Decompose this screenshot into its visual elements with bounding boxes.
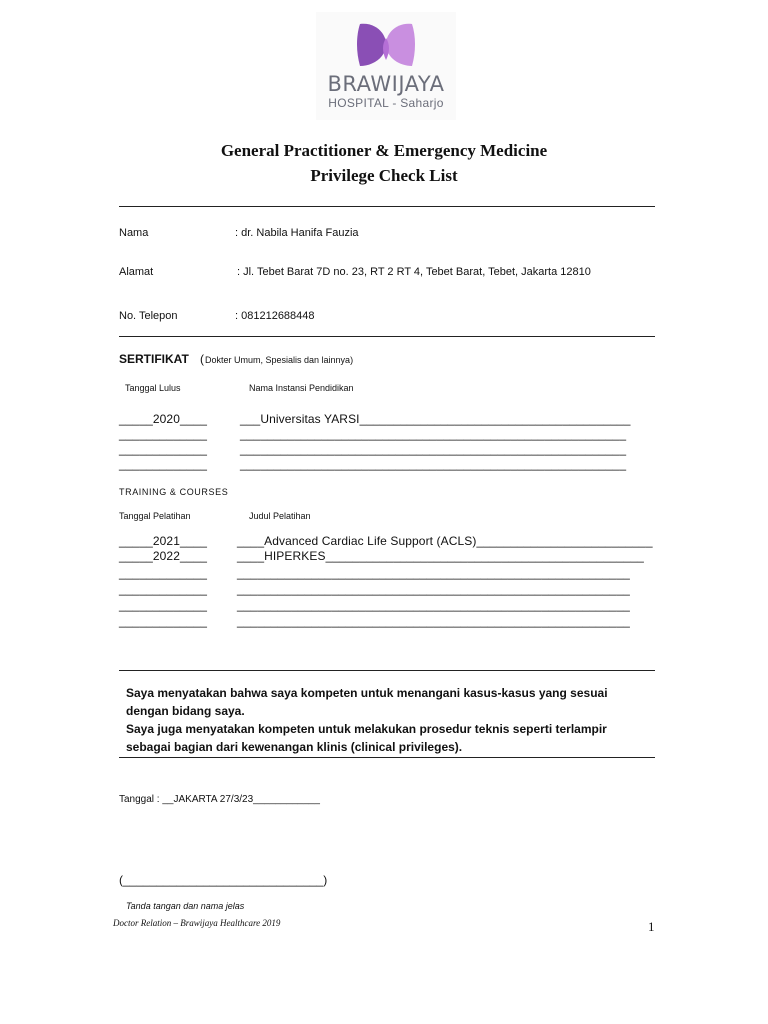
document-title-line1: General Practitioner & Emergency Medicine	[220, 141, 548, 160]
sertifikat-col-institution: Nama Instansi Pendidikan	[249, 383, 354, 393]
training-row-title: ____HIPERKES_______________________________________________	[237, 549, 644, 563]
logo-wing-left	[357, 24, 386, 66]
sertifikat-row-institution: _________________________________________________________	[240, 457, 627, 471]
sertifikat-row-date: _____________	[119, 442, 208, 456]
sertifikat-row-institution: _________________________________________________________	[240, 442, 627, 456]
butterfly-logo-icon	[316, 12, 456, 72]
logo-brand-name: BRAWIJAYA	[327, 72, 445, 96]
signature-caption: Tanda tangan dan nama jelas	[126, 901, 245, 911]
training-row-date: _____2021____	[119, 534, 208, 548]
training-row-title: __________________________________________________________	[237, 614, 630, 628]
divider	[119, 670, 655, 671]
phone-value: : 081212688448	[235, 310, 315, 322]
divider	[119, 336, 655, 337]
date-line: Tanggal : __JAKARTA 27/3/23____________	[119, 794, 320, 805]
sertifikat-row-institution: _________________________________________________________	[240, 427, 627, 441]
training-row-title: __________________________________________________________	[237, 566, 630, 580]
sertifikat-row-date: _____2020____	[119, 412, 208, 426]
training-row-date: _____________	[119, 598, 208, 612]
name-label: Nama	[119, 227, 149, 239]
statement-line3: Saya juga menyatakan kompeten untuk melakukan prosedur teknis seperti terlampir	[126, 722, 607, 736]
sertifikat-row-institution: ___Universitas YARSI________________________________________	[240, 412, 631, 426]
statement-line4: sebagai bagian dari kewenangan klinis (clinical privileges).	[126, 740, 463, 754]
sertifikat-row-date: _____________	[119, 457, 208, 471]
training-row-date: _____________	[119, 566, 208, 580]
statement-line2: dengan bidang saya.	[126, 704, 245, 718]
logo-subtitle: HOSPITAL - Saharjo	[328, 96, 444, 110]
name-value: : dr. Nabila Hanifa Fauzia	[235, 227, 359, 239]
hospital-logo	[316, 12, 456, 120]
training-row-title: __________________________________________________________	[237, 598, 630, 612]
sertifikat-row-date: _____________	[119, 427, 208, 441]
sertifikat-col-date: Tanggal Lulus	[125, 383, 181, 393]
page-number: 1	[648, 919, 655, 934]
statement-line1: Saya menyatakan bahwa saya kompeten untuk menangani kasus-kasus yang sesuai	[126, 686, 608, 700]
document-title-line2: Privilege Check List	[310, 166, 458, 185]
phone-label: No. Telepon	[119, 310, 178, 322]
signature-line: (______________________________)	[119, 873, 328, 887]
training-row-title: ____Advanced Cardiac Life Support (ACLS)__________________________	[237, 534, 653, 548]
address-value: : Jl. Tebet Barat 7D no. 23, RT 2 RT 4, Tebet Barat, Tebet, Jakarta 12810	[237, 266, 591, 278]
training-heading: TRAINING & COURSES	[119, 487, 229, 497]
footer-text: Doctor Relation – Brawijaya Healthcare 2019	[113, 918, 281, 928]
sertifikat-paren: (	[200, 352, 204, 366]
training-col-date: Tanggal Pelatihan	[119, 511, 191, 521]
training-row-date: _____2022____	[119, 549, 208, 563]
sertifikat-note: Dokter Umum, Spesialis dan lainnya)	[205, 355, 354, 365]
training-col-title: Judul Pelatihan	[249, 511, 311, 521]
training-row-date: _____________	[119, 582, 208, 596]
logo-wing-right	[386, 24, 415, 66]
sertifikat-heading: SERTIFIKAT	[119, 352, 189, 366]
divider	[119, 206, 655, 207]
address-label: Alamat	[119, 266, 154, 278]
training-row-date: _____________	[119, 614, 208, 628]
divider	[119, 757, 655, 758]
training-row-title: __________________________________________________________	[237, 582, 630, 596]
